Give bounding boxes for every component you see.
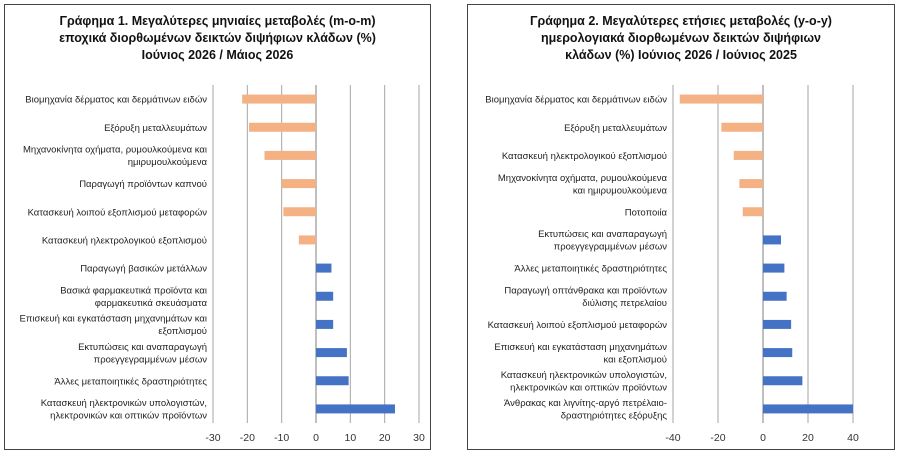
bar (721, 123, 763, 132)
chart-panel-monthly (4, 4, 431, 450)
category-label: Κατασκευή ηλεκτρονικών υπολογιστών, (500, 370, 667, 381)
category-label: ηλεκτρονικών και οπτικών προϊόντων (510, 382, 667, 394)
category-label: ηλεκτρονικών και οπτικών προϊόντων (50, 410, 207, 422)
category-label: Επισκευή και εγκατάσταση μηχανημάτων (494, 341, 667, 353)
category-label: ημιρυμουλκούμενα (127, 157, 207, 169)
x-tick-label: -20 (239, 432, 255, 444)
chart-panel-annual (467, 4, 895, 450)
chart-title-line: Γράφημα 1. Μεγαλύτερες μηνιαίες μεταβολές (m-o-m) (59, 14, 376, 28)
bar (316, 264, 331, 273)
bar (242, 95, 316, 104)
category-label: προεγγεγραμμένων μέσων (93, 354, 207, 366)
x-tick-label: 30 (413, 432, 425, 444)
x-tick-label: 10 (344, 432, 357, 444)
bar (316, 292, 333, 301)
bar (763, 348, 792, 357)
bar (316, 376, 349, 385)
category-label: Παραγωγή οπτάνθρακα και προϊόντων (504, 285, 667, 297)
category-label: Κατασκευή ηλεκτρολογικού εξοπλισμού (41, 235, 207, 247)
category-label: Μηχανοκίνητα οχήματα, ρυμουλκούμενα και (23, 144, 207, 156)
category-label: διύλισης πετρελαίου (582, 298, 667, 309)
bar (680, 95, 763, 104)
category-label: Βασικά φαρμακευτικά προϊόντα και (60, 285, 207, 297)
bar (763, 376, 802, 385)
x-tick-label: 0 (313, 432, 319, 444)
category-label: εξοπλισμού (158, 326, 207, 338)
bar (316, 348, 347, 357)
bar-chart-annual (468, 5, 894, 449)
category-label: Εξόρυξη μεταλλευμάτων (564, 122, 667, 134)
x-tick-label: 40 (847, 432, 859, 444)
category-label: Βιομηχανία δέρματος και δερμάτινων ειδών (25, 94, 207, 106)
x-tick-label: -10 (274, 432, 290, 444)
category-label: Εκτυπώσεις και αναπαραγωγή (78, 341, 207, 353)
chart-title-line: Γράφημα 2. Μεγαλύτερες ετήσιες μεταβολές (y-o-y) (530, 14, 832, 28)
bar (282, 179, 316, 188)
bar (283, 207, 316, 216)
bar (763, 320, 791, 329)
x-tick-label: 20 (802, 432, 814, 444)
bar (743, 207, 763, 216)
category-label: Άνθρακας και λιγνίτης-αργό πετρέλαιο- (504, 398, 667, 410)
x-tick-label: -20 (710, 432, 726, 444)
x-tick-label: -30 (205, 432, 221, 444)
category-label: Εξόρυξη μεταλλευμάτων (104, 122, 207, 134)
chart-title-line: κλάδων (%) Ιούνιος 2026 / Ιούνιος 2025 (565, 48, 797, 62)
bar (763, 235, 781, 244)
category-label: Παραγωγή βασικών μετάλλων (80, 263, 207, 275)
bar (739, 179, 763, 188)
category-label: Εκτυπώσεις και αναπαραγωγή (538, 229, 667, 241)
category-label: προεγγεγραμμένων μέσων (553, 241, 667, 253)
category-label: Άλλες μεταποιητικές δραστηριότητες (514, 263, 667, 275)
bar (734, 151, 763, 160)
category-label: και εξοπλισμού (603, 354, 667, 366)
bar (316, 320, 333, 329)
chart-title-line: Ιούνιος 2026 / Μάιος 2026 (141, 48, 294, 62)
category-label: Άλλες μεταποιητικές δραστηριότητες (54, 376, 207, 388)
category-label: δραστηριότητες εξόρυξης (560, 410, 667, 422)
category-label: Μηχανοκίνητα οχήματα, ρυμουλκούμενα (497, 172, 667, 184)
category-label: και ημιρυμουλκούμενα (572, 185, 667, 197)
category-label: Κατασκευή λοιπού εξοπλισμού μεταφορών (487, 319, 667, 331)
bar (763, 404, 853, 413)
category-label: Παραγωγή προϊόντων καπνού (79, 179, 207, 191)
x-tick-label: 0 (760, 432, 766, 444)
bar (299, 235, 316, 244)
category-label: Επισκευή και εγκατάσταση μηχανημάτων και (19, 313, 207, 325)
category-label: Κατασκευή ηλεκτρονικών υπολογιστών, (40, 398, 207, 410)
x-tick-label: -40 (665, 432, 681, 444)
category-label: Βιομηχανία δέρματος και δερμάτινων ειδών (485, 94, 667, 106)
category-label: φαρμακευτικά σκευάσματα (94, 298, 207, 309)
bar (763, 292, 787, 301)
chart-title-line: εποχικά διορθωμένων δεικτών διψήφιων κλάδων (%) (59, 31, 376, 45)
bar (265, 151, 317, 160)
bar (316, 404, 395, 413)
category-label: Ποτοποιία (624, 207, 667, 219)
chart-title-line: ημερολογιακά διορθωμένων δεικτών διψήφιων (540, 31, 821, 45)
bar (249, 123, 316, 132)
bar-chart-monthly (5, 5, 430, 449)
bar (763, 264, 784, 273)
x-tick-label: 20 (378, 432, 391, 444)
category-label: Κατασκευή λοιπού εξοπλισμού μεταφορών (27, 207, 207, 219)
category-label: Κατασκευή ηλεκτρολογικού εξοπλισμού (501, 150, 667, 162)
